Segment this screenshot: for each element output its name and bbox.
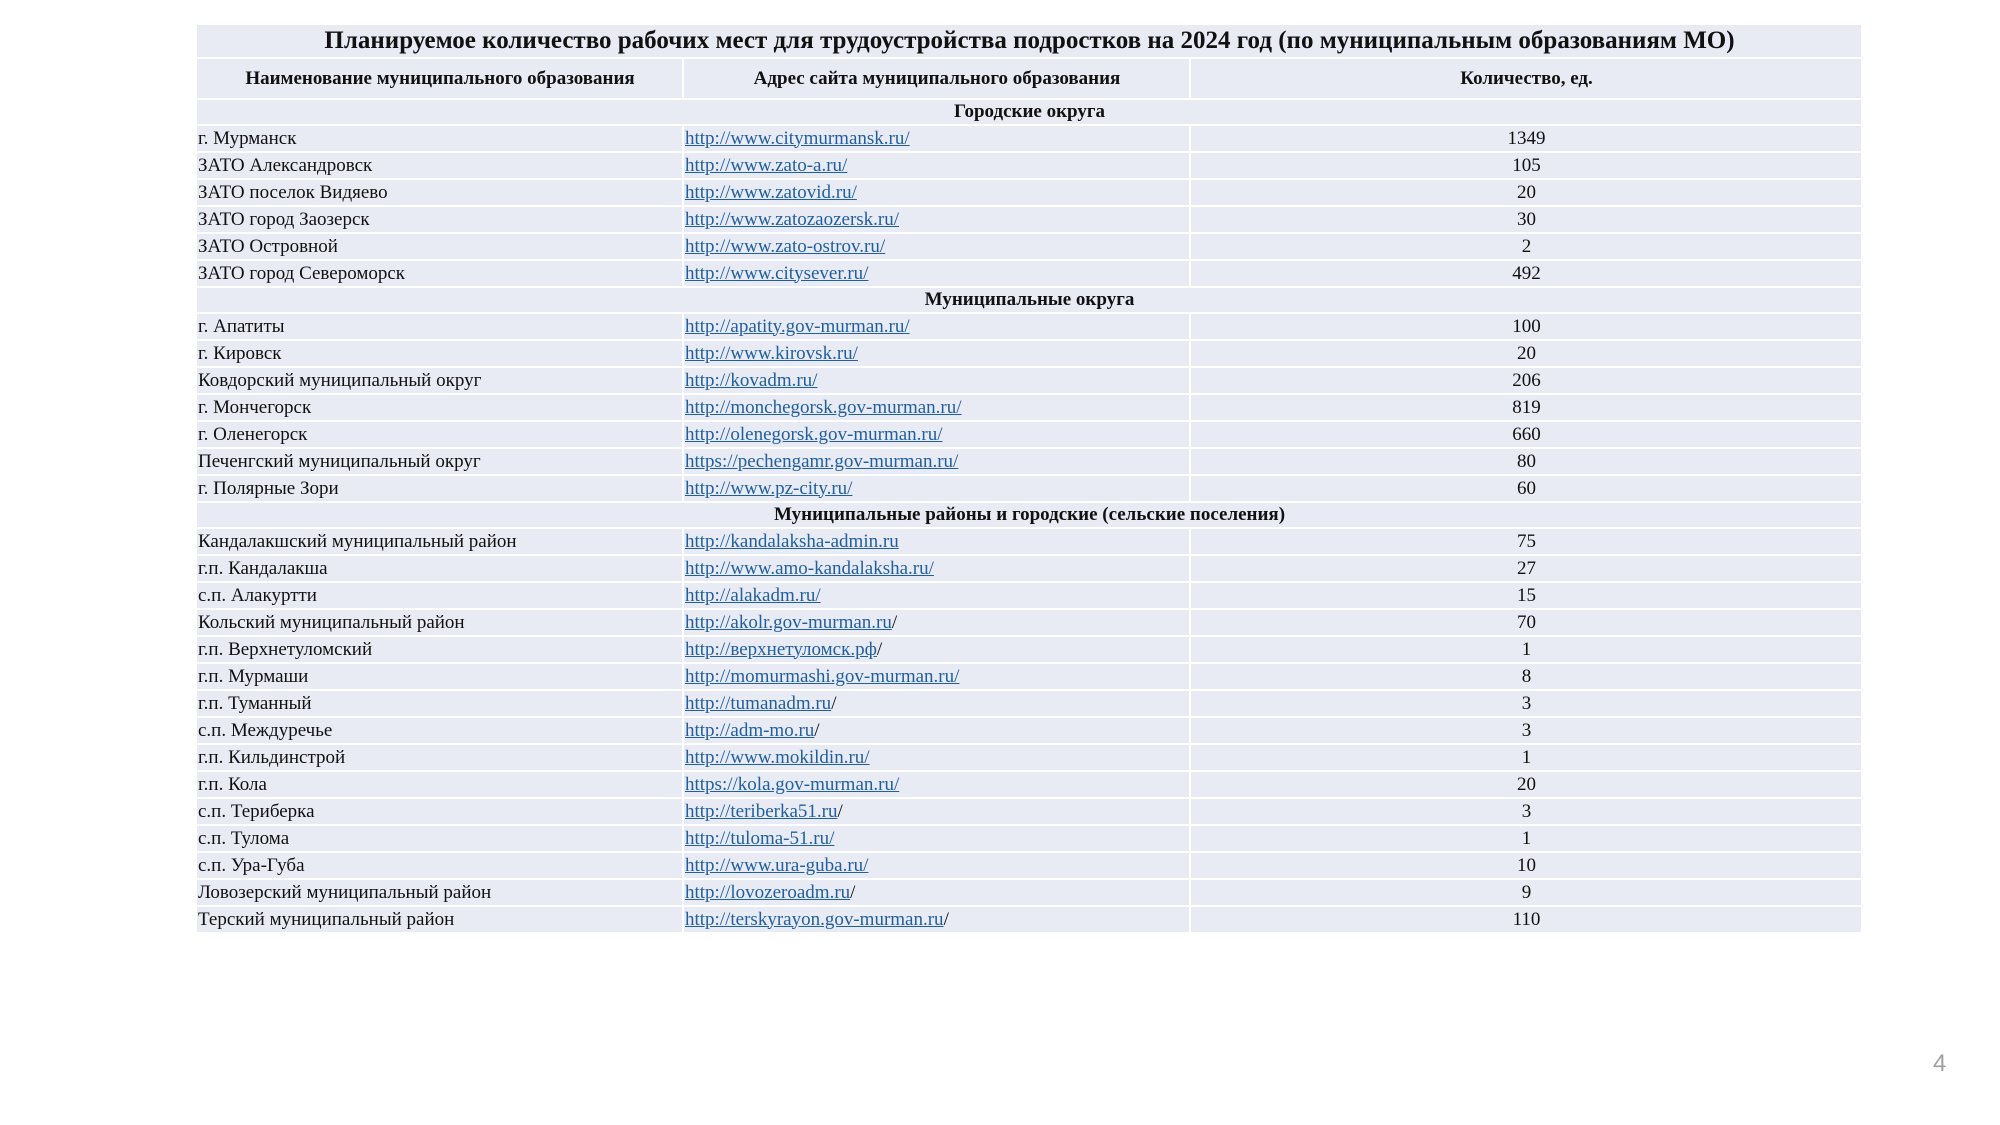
website-cell — [683, 825, 1190, 852]
municipality-name: Кольский муниципальный район — [196, 609, 683, 636]
table-row — [196, 636, 1862, 663]
quantity-value: 60 — [1190, 475, 1862, 502]
quantity-value: 20 — [1190, 179, 1862, 206]
section-title: Городские округа — [196, 99, 1862, 125]
quantity-value: 1349 — [1190, 125, 1862, 152]
website-link[interactable]: http://www.mokildin.ru/ — [685, 746, 870, 768]
website-cell — [683, 906, 1190, 933]
table-row — [196, 717, 1862, 744]
header-municipality: Наименование муниципального образования — [196, 58, 683, 99]
municipality-name: г.п. Мурмаши — [196, 663, 683, 690]
website-cell — [683, 152, 1190, 179]
section-row — [196, 99, 1862, 125]
website-link-suffix: / — [891, 611, 898, 633]
table-row — [196, 421, 1862, 448]
website-link[interactable]: http://adm-mo.ru — [685, 719, 815, 741]
municipality-name: г. Мурманск — [196, 125, 683, 152]
table-row — [196, 179, 1862, 206]
website-link[interactable]: http://www.zato-a.ru/ — [685, 154, 848, 176]
website-link[interactable]: http://верхнетуломск.рф — [685, 638, 877, 660]
website-cell — [683, 394, 1190, 421]
website-link[interactable]: https://pechengamr.gov-murman.ru/ — [685, 450, 959, 472]
website-cell — [683, 798, 1190, 825]
quantity-value: 3 — [1190, 717, 1862, 744]
quantity-value: 2 — [1190, 233, 1862, 260]
website-cell — [683, 879, 1190, 906]
municipality-name: ЗАТО город Североморск — [196, 260, 683, 287]
website-cell — [683, 448, 1190, 475]
municipality-name: г. Мончегорск — [196, 394, 683, 421]
quantity-value: 9 — [1190, 879, 1862, 906]
table-header-row — [196, 58, 1862, 99]
header-quantity: Количество, ед. — [1190, 58, 1862, 99]
website-cell — [683, 771, 1190, 798]
header-website: Адрес сайта муниципального образования — [683, 58, 1190, 99]
quantity-value: 8 — [1190, 663, 1862, 690]
website-link[interactable]: http://teriberka51.ru — [685, 800, 838, 822]
municipality-name: ЗАТО город Заозерск — [196, 206, 683, 233]
website-cell — [683, 717, 1190, 744]
municipality-name: г. Оленегорск — [196, 421, 683, 448]
municipality-name: с.п. Териберка — [196, 798, 683, 825]
municipality-name: с.п. Алакуртти — [196, 582, 683, 609]
municipality-name: ЗАТО Александровск — [196, 152, 683, 179]
municipality-name: с.п. Тулома — [196, 825, 683, 852]
table-row — [196, 233, 1862, 260]
quantity-value: 3 — [1190, 798, 1862, 825]
municipality-name: с.п. Междуречье — [196, 717, 683, 744]
website-link-suffix: / — [943, 908, 949, 930]
quantity-value: 105 — [1190, 152, 1862, 179]
table-row — [196, 125, 1862, 152]
website-cell — [683, 260, 1190, 287]
website-link-suffix: / — [876, 638, 883, 660]
quantity-value: 10 — [1190, 852, 1862, 879]
website-cell — [683, 340, 1190, 367]
quantity-value: 819 — [1190, 394, 1862, 421]
municipality-name: г.п. Кола — [196, 771, 683, 798]
website-cell — [683, 206, 1190, 233]
website-link-suffix: / — [814, 719, 820, 741]
table-row — [196, 798, 1862, 825]
table-title-row — [196, 24, 1862, 58]
quantity-value: 660 — [1190, 421, 1862, 448]
municipality-name: г.п. Кильдинстрой — [196, 744, 683, 771]
quantity-value: 75 — [1190, 528, 1862, 555]
quantity-value: 20 — [1190, 340, 1862, 367]
table-row — [196, 394, 1862, 421]
table-row — [196, 528, 1862, 555]
website-cell — [683, 744, 1190, 771]
website-link[interactable]: http://kovadm.ru/ — [685, 369, 818, 391]
section-title: Муниципальные округа — [196, 287, 1862, 313]
table-row — [196, 771, 1862, 798]
table-body — [196, 99, 1862, 933]
table-title: Планируемое количество рабочих мест для трудоустройства подростков на 2024 год (по муниципальным образованиям МО) — [196, 24, 1862, 58]
website-link[interactable]: http://www.kirovsk.ru/ — [685, 342, 858, 364]
table-row — [196, 879, 1862, 906]
website-link[interactable]: http://www.citysever.ru/ — [685, 262, 869, 284]
quantity-value: 100 — [1190, 313, 1862, 340]
website-cell — [683, 367, 1190, 394]
table-row — [196, 152, 1862, 179]
quantity-value: 1 — [1190, 744, 1862, 771]
website-cell — [683, 663, 1190, 690]
section-row — [196, 502, 1862, 528]
quantity-value: 3 — [1190, 690, 1862, 717]
website-link[interactable]: http://tuloma-51.ru/ — [685, 827, 835, 849]
website-link[interactable]: http://kandalaksha-admin.ru — [685, 530, 899, 552]
website-link[interactable]: http://olenegorsk.gov-murman.ru/ — [685, 423, 943, 445]
website-cell — [683, 421, 1190, 448]
table-row — [196, 475, 1862, 502]
municipality-name: г. Полярные Зори — [196, 475, 683, 502]
municipality-name: ЗАТО поселок Видяево — [196, 179, 683, 206]
municipality-name: г.п. Верхнетуломский — [196, 636, 683, 663]
website-cell — [683, 233, 1190, 260]
website-link[interactable]: http://monchegorsk.gov-murman.ru/ — [685, 396, 962, 418]
website-link[interactable]: http://terskyrayon.gov-murman.ru — [685, 908, 944, 930]
table-row — [196, 906, 1862, 933]
quantity-value: 30 — [1190, 206, 1862, 233]
table-row — [196, 663, 1862, 690]
page-number: 4 — [1933, 1050, 1947, 1077]
website-link[interactable]: https://kola.gov-murman.ru/ — [685, 773, 900, 795]
website-cell — [683, 125, 1190, 152]
quantity-value: 70 — [1190, 609, 1862, 636]
jobs-table-container — [195, 23, 1861, 934]
municipality-name: г. Апатиты — [196, 313, 683, 340]
municipality-name: г. Кировск — [196, 340, 683, 367]
website-cell — [683, 636, 1190, 663]
municipality-name: Ловозерский муниципальный район — [196, 879, 683, 906]
website-link[interactable]: http://www.amo-kandalaksha.ru/ — [685, 557, 934, 579]
table-row — [196, 852, 1862, 879]
quantity-value: 20 — [1190, 771, 1862, 798]
table-row — [196, 206, 1862, 233]
jobs-table — [195, 23, 1863, 934]
website-link[interactable]: http://tumanadm.ru — [685, 692, 832, 714]
quantity-value: 110 — [1190, 906, 1862, 933]
website-link[interactable]: http://www.ura-guba.ru/ — [685, 854, 869, 876]
website-link[interactable]: http://www.citymurmansk.ru/ — [685, 127, 910, 149]
website-link[interactable]: http://www.zatozaozersk.ru/ — [685, 208, 900, 230]
website-link-suffix: / — [837, 800, 843, 822]
website-link-suffix: / — [831, 692, 837, 714]
quantity-value: 80 — [1190, 448, 1862, 475]
website-link-suffix: / — [850, 881, 856, 903]
table-row — [196, 609, 1862, 636]
website-cell — [683, 609, 1190, 636]
municipality-name: Терский муниципальный район — [196, 906, 683, 933]
website-cell — [683, 179, 1190, 206]
website-cell — [683, 313, 1190, 340]
quantity-value: 15 — [1190, 582, 1862, 609]
website-cell — [683, 555, 1190, 582]
table-row — [196, 313, 1862, 340]
quantity-value: 492 — [1190, 260, 1862, 287]
quantity-value: 206 — [1190, 367, 1862, 394]
website-link[interactable]: http://www.zatovid.ru/ — [685, 181, 857, 203]
table-row — [196, 555, 1862, 582]
table-row — [196, 260, 1862, 287]
municipality-name: Ковдорский муниципальный округ — [196, 367, 683, 394]
section-title: Муниципальные районы и городские (сельские поселения) — [196, 502, 1862, 528]
website-cell — [683, 528, 1190, 555]
website-cell — [683, 475, 1190, 502]
quantity-value: 27 — [1190, 555, 1862, 582]
quantity-value: 1 — [1190, 636, 1862, 663]
table-row — [196, 582, 1862, 609]
website-link[interactable]: http://momurmashi.gov-murman.ru/ — [685, 665, 960, 687]
website-link[interactable]: http://lovozeroadm.ru — [685, 881, 851, 903]
municipality-name: Кандалакшский муниципальный район — [196, 528, 683, 555]
municipality-name: ЗАТО Островной — [196, 233, 683, 260]
table-row — [196, 744, 1862, 771]
website-cell — [683, 582, 1190, 609]
table-row — [196, 340, 1862, 367]
municipality-name: г.п. Туманный — [196, 690, 683, 717]
quantity-value: 1 — [1190, 825, 1862, 852]
website-link[interactable]: http://www.zato-ostrov.ru/ — [685, 235, 886, 257]
table-row — [196, 448, 1862, 475]
website-link[interactable]: http://akolr.gov-murman.ru — [685, 611, 892, 633]
website-link[interactable]: http://alakadm.ru/ — [685, 584, 821, 606]
website-link[interactable]: http://apatity.gov-murman.ru/ — [685, 315, 910, 337]
website-cell — [683, 852, 1190, 879]
municipality-name: Печенгский муниципальный округ — [196, 448, 683, 475]
table-row — [196, 690, 1862, 717]
municipality-name: г.п. Кандалакша — [196, 555, 683, 582]
table-row — [196, 367, 1862, 394]
website-link[interactable]: http://www.pz-city.ru/ — [685, 477, 853, 499]
website-cell — [683, 690, 1190, 717]
municipality-name: с.п. Ура-Губа — [196, 852, 683, 879]
section-row — [196, 287, 1862, 313]
table-row — [196, 825, 1862, 852]
